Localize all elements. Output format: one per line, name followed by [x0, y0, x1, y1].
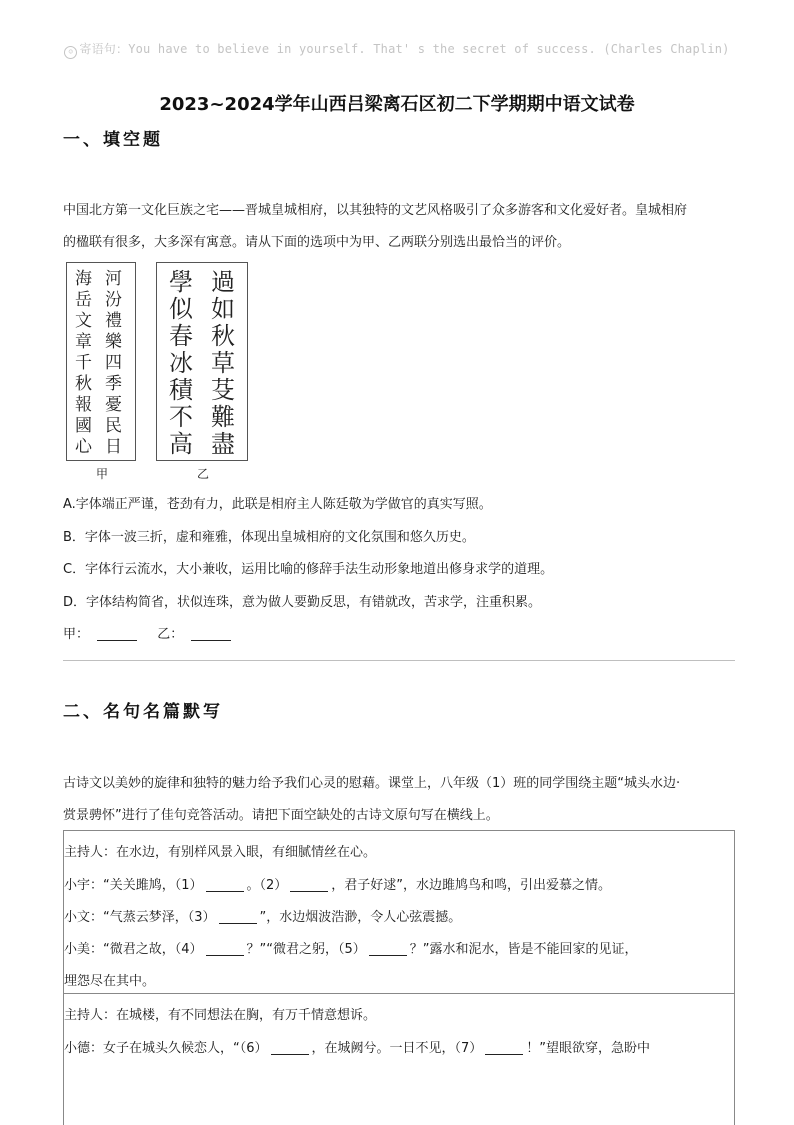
blank-4[interactable]	[206, 941, 244, 956]
couplet-jia-right-char: 禮	[105, 311, 122, 331]
answer-line	[63, 623, 231, 642]
section-divider	[63, 660, 735, 661]
couplet-jia-left-char: 文	[75, 311, 92, 331]
couplet-jia-right-char: 樂	[105, 332, 122, 352]
couplet-yi-right-char: 芟	[211, 376, 235, 404]
option-a: A.字体端正严谨，苍劲有力，此联是相府主人陈廷敬为学做官的真实写照。	[63, 497, 492, 512]
couplet-yi-image	[156, 262, 248, 461]
blank-3[interactable]	[219, 909, 257, 924]
couplet-jia-image	[66, 262, 136, 461]
couplet-jia-left-char: 岳	[75, 290, 92, 310]
couplet-jia-left-char: 心	[75, 437, 92, 457]
answer-yi-blank[interactable]	[191, 626, 231, 641]
couplet-jia-right-char: 日	[105, 437, 122, 457]
couplet-yi-left-char: 不	[169, 403, 193, 431]
couplet-jia-right-column	[105, 269, 122, 458]
xiaomei-text-3: ？”露水和泥水，皆是不能回家的见证，	[409, 942, 638, 957]
host-line-1: 主持人：在水边，有别样风景入眼，有细腻情丝在心。	[64, 845, 377, 860]
motto-banner	[0, 40, 794, 59]
motto-prefix: 寄语句：	[79, 42, 129, 56]
xiaoyu-text-2: 。（2）	[246, 878, 288, 893]
couplet-jia-left-char: 海	[75, 269, 92, 289]
xiaode-text-2: ，在城阙兮。一日不见，（7）	[311, 1041, 483, 1056]
xiaode-line	[64, 1037, 650, 1056]
xiaode-text-3: ！”望眼欲穿，急盼中	[526, 1041, 651, 1056]
answer-jia-label: 甲：	[63, 627, 90, 642]
option-d: D．字体结构简省，状似连珠，意为做人要勤反思，有错就改，苦求学，注重积累。	[63, 595, 542, 610]
section-1-title: 一、填空题	[63, 130, 163, 150]
section-2-intro-line-2: 赏景骋怀”进行了佳句竞答活动。请把下面空缺处的古诗文原句写在横线上。	[63, 808, 499, 823]
xiaoyu-text-3: ，君子好逑”，水边雎鸠鸟和鸣，引出爱慕之情。	[331, 878, 612, 893]
xiaomei-line	[64, 938, 638, 957]
couplet-jia-left-char: 千	[75, 353, 92, 373]
couplet-yi-right-char: 草	[211, 349, 235, 377]
answer-yi-label: 乙：	[157, 627, 184, 642]
answer-jia-blank[interactable]	[97, 626, 137, 641]
xiaomei-text-2: ？”“微君之躬，（5）	[246, 942, 366, 957]
couplet-yi-left-char: 冰	[169, 349, 193, 377]
section-2-title: 二、名句名篇默写	[63, 702, 223, 722]
section-2-intro-line-1: 古诗文以美妙的旋律和独特的魅力给予我们心灵的慰藉。课堂上，八年级（1）班的同学围绕主题“城头水边·	[63, 776, 681, 791]
xiaowen-text-2: ”，水边烟波浩渺，令人心弦震撼。	[259, 910, 462, 925]
dialogue-box-water	[63, 830, 735, 994]
couplet-yi-right-char: 盡	[211, 430, 235, 458]
couplet-yi-left-column	[169, 269, 193, 458]
couplet-jia-left-char: 秋	[75, 374, 92, 394]
section-1-intro-line-1: 中国北方第一文化巨族之宅——晋城皇城相府，以其独特的文艺风格吸引了众多游客和文化爱好者。皇城相府	[63, 203, 688, 218]
couplet-jia-right-char: 憂	[105, 395, 122, 415]
couplet-yi-right-char: 秋	[211, 322, 235, 350]
couplet-jia-right-char: 四	[105, 353, 122, 373]
couplet-jia-left-char: 章	[75, 332, 92, 352]
couplet-jia-right-char: 河	[105, 269, 122, 289]
couplet-jia-right-char: 季	[105, 374, 122, 394]
section-1-intro-line-2: 的楹联有很多，大多深有寓意。请从下面的选项中为甲、乙两联分别选出最恰当的评价。	[63, 235, 571, 250]
couplet-yi-left-char: 學	[169, 268, 193, 296]
xiaode-text-1: 小德：女子在城头久候恋人，“（6）	[64, 1041, 268, 1056]
xiaoyu-line	[64, 874, 611, 893]
couplet-yi-left-char: 似	[169, 295, 193, 323]
blank-6[interactable]	[271, 1040, 309, 1055]
dialogue-box-city	[63, 993, 735, 1125]
page-title: 2023~2024学年山西吕梁离石区初二下学期期中语文试卷	[159, 94, 635, 115]
couplet-yi-caption: 乙	[197, 467, 210, 481]
motto-text: You have to believe in yourself. That' s the secret of success. (Charles Chaplin)	[128, 42, 730, 56]
couplet-jia-right-char: 民	[105, 416, 122, 436]
couplet-yi-left-char: 春	[169, 322, 193, 350]
couplet-jia-left-char: 國	[75, 416, 92, 436]
couplet-yi-right-char: 如	[211, 295, 235, 323]
couplet-jia-caption: 甲	[96, 467, 109, 481]
couplet-jia-left-column	[75, 269, 92, 458]
blank-5[interactable]	[369, 941, 407, 956]
xiaomei-text-1: 小美：“微君之故，（4）	[64, 942, 203, 957]
couplet-jia-right-char: 汾	[105, 290, 122, 310]
option-c: C．字体行云流水，大小兼收，运用比喻的修辞手法生动形象地道出修身求学的道理。	[63, 562, 554, 577]
host-line-2: 主持人：在城楼，有不同想法在胸，有万千情意想诉。	[64, 1008, 377, 1023]
couplet-jia-left-char: 報	[75, 395, 92, 415]
couplet-yi-left-char: 高	[169, 430, 193, 458]
smile-icon: ☺	[64, 46, 77, 59]
blank-7[interactable]	[485, 1040, 523, 1055]
couplet-yi-right-column	[211, 269, 235, 458]
couplet-yi-left-char: 積	[169, 376, 193, 404]
blank-2[interactable]	[290, 877, 328, 892]
xiaowen-line	[64, 906, 461, 925]
couplet-yi-right-char: 過	[211, 268, 235, 296]
xiaowen-text-1: 小文：“气蒸云梦泽，（3）	[64, 910, 216, 925]
couplet-yi-right-char: 難	[211, 403, 235, 431]
option-b: B．字体一波三折，虚和雍雅，体现出皇城相府的文化氛围和悠久历史。	[63, 530, 475, 545]
xiaomei-line-2: 埋怨尽在其中。	[64, 974, 156, 989]
xiaoyu-text-1: 小宇：“关关雎鸠，（1）	[64, 878, 203, 893]
blank-1[interactable]	[206, 877, 244, 892]
